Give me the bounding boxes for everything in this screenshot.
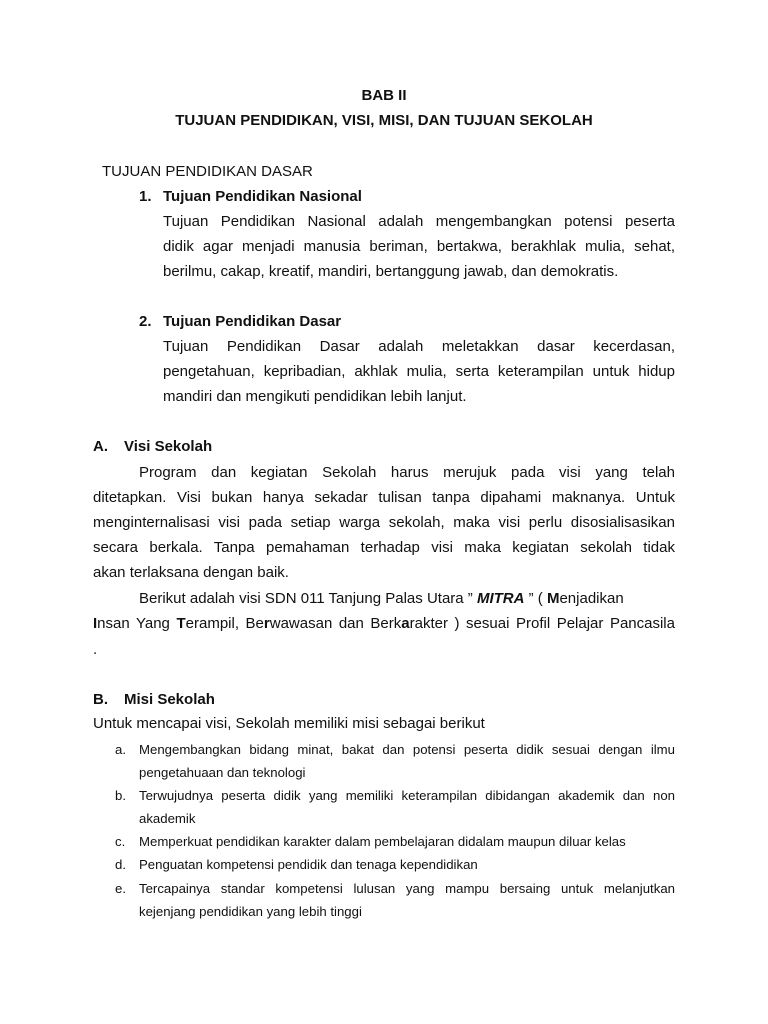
misi-item-b-line-1: Terwujudnya peserta didik yang memiliki keterampilan dibidangan akademik dan non xyxy=(139,788,675,803)
section-visi-letter: A. xyxy=(93,438,108,455)
visi-para-1-line-1: Program dan kegiatan Sekolah harus merujuk pada visi yang telah xyxy=(139,464,675,481)
visi-para-1-line-2: ditetapkan. Visi bukan hanya sekadar tulisan tanpa dipahami maknanya. Untuk xyxy=(93,489,675,506)
visi-para-2-end: . xyxy=(93,641,98,658)
tujuan-item-2-title: Tujuan Pendidikan Dasar xyxy=(163,313,342,330)
misi-item-e-letter: e. xyxy=(115,881,126,896)
visi-para-2 xyxy=(139,586,675,611)
tujuan-item-2-line-3: mandiri dan mengikuti pendidikan lebih lanjut. xyxy=(163,388,467,405)
section-misi-letter: B. xyxy=(93,691,108,708)
acronym-word-t: erampil, Be xyxy=(185,615,264,632)
visi-para-2-open: ” ( xyxy=(524,590,547,607)
tujuan-item-1-title: Tujuan Pendidikan Nasional xyxy=(163,188,362,205)
misi-item-d-line-1: Penguatan kompetensi pendidik dan tenaga kependidikan xyxy=(139,857,478,872)
misi-item-c-letter: c. xyxy=(115,834,126,849)
tujuan-item-2-line-1: Tujuan Pendidikan Dasar adalah meletakkan dasar kecerdasan, xyxy=(163,338,675,355)
misi-item-c-line-1: Memperkuat pendidikan karakter dalam pembelajaran didalam maupun diluar kelas xyxy=(139,834,626,849)
section-misi-heading: Misi Sekolah xyxy=(124,691,215,708)
misi-intro: Untuk mencapai visi, Sekolah memiliki misi sebagai berikut xyxy=(93,715,485,732)
misi-item-a-letter: a. xyxy=(115,742,126,757)
acronym-letter-a: a xyxy=(401,615,410,632)
chapter-label: BAB II xyxy=(361,87,407,104)
acronym-letter-t: T xyxy=(176,615,186,632)
visi-para-2-intro: Berikut adalah visi SDN 011 Tanjung Palas Utara ” xyxy=(139,590,477,607)
chapter-title: TUJUAN PENDIDIKAN, VISI, MISI, DAN TUJUAN SEKOLAH xyxy=(175,112,593,129)
acronym-word-i: nsan Yang xyxy=(97,615,177,632)
visi-para-1-line-4: secara berkala. Tanpa pemahaman terhadap visi maka kegiatan sekolah tidak xyxy=(93,539,675,556)
acronym-word-a: rakter ) sesuai Profil Pelajar Pancasila xyxy=(409,615,675,632)
acronym-letter-m: M xyxy=(546,590,560,607)
misi-item-e-line-2: kejenjang pendidikan yang lebih tinggi xyxy=(139,904,362,919)
misi-item-e-line-1: Tercapainya standar kompetensi lulusan yang mampu bersaing untuk melanjutkan xyxy=(139,881,675,896)
tujuan-item-1-line-3: berilmu, cakap, kreatif, mandiri, bertanggung jawab, dan demokratis. xyxy=(163,263,619,280)
misi-item-b-letter: b. xyxy=(115,788,126,803)
misi-item-a-line-1: Mengembangkan bidang minat, bakat dan potensi peserta didik sesuai dengan ilmu xyxy=(139,742,675,757)
acronym-word-m: enjadikan xyxy=(559,590,624,607)
misi-item-d-letter: d. xyxy=(115,857,126,872)
tujuan-item-2-number: 2. xyxy=(139,313,152,330)
tujuan-item-1-line-2: didik agar menjadi manusia beriman, bertakwa, berakhlak mulia, sehat, xyxy=(163,238,675,255)
tujuan-item-1-number: 1. xyxy=(139,188,152,205)
section-visi-heading: Visi Sekolah xyxy=(124,438,213,455)
acronym-letter-r: r xyxy=(263,615,270,632)
tujuan-item-1-line-1: Tujuan Pendidikan Nasional adalah mengembangkan potensi peserta xyxy=(163,213,675,230)
tujuan-item-2-line-2: pengetahuan, kepribadian, akhlak mulia, serta keterampilan untuk hidup xyxy=(163,363,675,380)
acronym-letter-i: I xyxy=(93,615,98,632)
visi-acronym: MITRA xyxy=(476,590,525,607)
misi-item-a-line-2: pengetahuaan dan teknologi xyxy=(139,765,306,780)
visi-para-2-line-2 xyxy=(93,611,675,636)
visi-para-1-line-3: menginternalisasi visi pada setiap warga sekolah, maka visi perlu disosialisasikan xyxy=(93,514,675,531)
acronym-word-r: wawasan dan Berk xyxy=(269,615,402,632)
misi-item-b-line-2: akademik xyxy=(139,811,196,826)
visi-para-1-line-5: akan terlaksana dengan baik. xyxy=(93,564,289,581)
section-tujuan-heading: TUJUAN PENDIDIKAN DASAR xyxy=(102,163,313,180)
